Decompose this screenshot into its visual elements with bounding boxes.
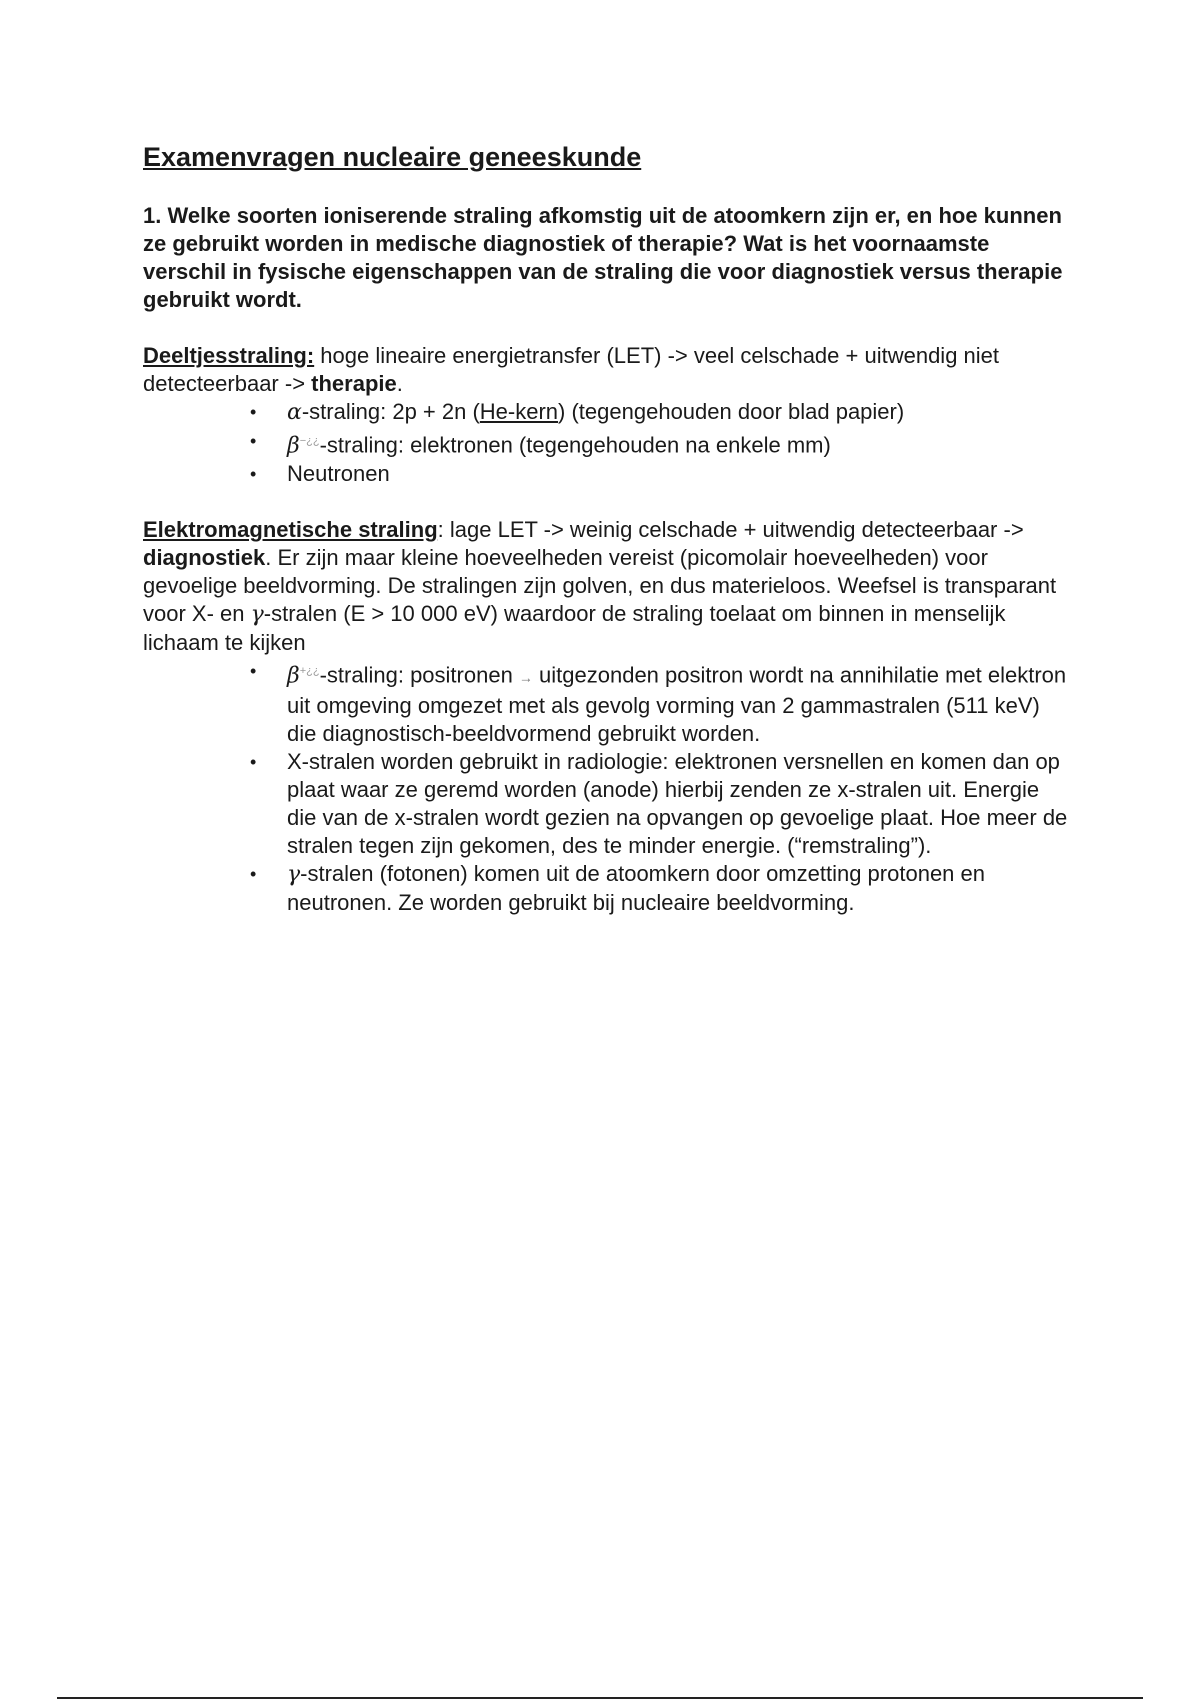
beta-symbol: β bbox=[287, 433, 300, 459]
gamma-ray-symbol: γ bbox=[287, 861, 301, 887]
particle-end: . bbox=[396, 371, 403, 396]
particle-radiation-label: Deeltjesstraling: bbox=[143, 343, 315, 368]
positron-text-pre: -straling: positronen bbox=[319, 662, 519, 688]
xray-text: X-stralen worden gebruikt in radiologie: elektronen versnellen en komen dan op plaat waar ze geremd worden (anode) hierbij zenden ze x-stralen uit. Energie die van de x-stralen wordt gezien na opvangen op gevoelige plaat. Hoe meer de stralen tegen zijn gekomen, des te minder energie. (“remstraling”). bbox=[287, 748, 1068, 858]
alpha-text-pre: -straling: 2p + 2n ( bbox=[301, 399, 480, 424]
list-item bbox=[250, 748, 1068, 860]
neutron-text: Neutronen bbox=[287, 461, 390, 487]
em-radiation-paragraph bbox=[143, 516, 1068, 657]
bullet-dot: • bbox=[250, 402, 257, 422]
bullet-dot: • bbox=[250, 464, 257, 485]
page-bottom-rule bbox=[57, 1697, 1143, 1699]
beta-plus-superscript: +¿¿ bbox=[299, 665, 320, 678]
diagnostics-word: diagnostiek bbox=[143, 545, 266, 571]
positron-text-post: uitgezonden positron wordt na annihilatie met elektron uit omgeving omgezet met als gevolg vorming van 2 gammastralen (511 keV) die diagnostisch-beeldvormend gebruikt worden. bbox=[287, 662, 1067, 746]
bullet-dot: • bbox=[250, 661, 257, 682]
alpha-text-post: ) (tegengehouden door blad papier) bbox=[558, 399, 905, 424]
document-page bbox=[143, 140, 1068, 917]
gamma-symbol: γ bbox=[250, 602, 264, 628]
bullet-dot: • bbox=[250, 431, 257, 451]
particle-radiation-text: hoge lineaire energietransfer (LET) -> veel celschade + uitwendig niet detecteerbaar -> bbox=[143, 343, 1000, 396]
document-title: Examenvragen nucleaire geneeskunde bbox=[143, 142, 642, 172]
bullet-dot: • bbox=[250, 863, 257, 884]
he-kern-link: He-kern bbox=[479, 399, 559, 424]
exam-question: 1. Welke soorten ioniserende straling afkomstig uit de atoomkern zijn er, en hoe kunnen ze gebruikt worden in medische diagnostiek of therapie? Wat is het voornaamste verschil in fysische eigenschappen van de straling die voor diagnostiek versus therapie gebruikt wordt. bbox=[143, 203, 1063, 312]
em-radiation-label: Elektromagnetische straling bbox=[143, 517, 438, 543]
em-text-2-pre: . Er zijn maar kleine hoeveelheden vereist (picomolair hoeveelheden) voor gevoelige beeldvorming. De stralingen zijn golven, en dus materieloos. Weefsel is transparant voor X- en bbox=[143, 545, 1057, 627]
beta-minus-superscript: −¿¿ bbox=[299, 435, 320, 447]
list-item bbox=[250, 398, 1068, 427]
list-item bbox=[250, 427, 1068, 460]
em-text-2-post: -stralen (E > 10 000 eV) waardoor de straling toelaat om binnen in menselijk lichaam te kijken bbox=[143, 601, 1006, 656]
arrow-right-icon: → bbox=[518, 669, 533, 686]
therapy-word: therapie bbox=[311, 371, 397, 396]
alpha-symbol: α bbox=[287, 400, 302, 425]
beta-plus-symbol: β bbox=[287, 663, 300, 689]
em-radiation-list bbox=[143, 657, 1068, 916]
list-item bbox=[250, 657, 1068, 747]
particle-radiation-list bbox=[143, 398, 1068, 488]
bullet-dot: • bbox=[250, 751, 257, 772]
beta-text: -straling: elektronen (tegengehouden na enkele mm) bbox=[319, 432, 831, 458]
gamma-ray-text: -stralen (fotonen) komen uit de atoomkern door omzetting protonen en neutronen. Ze worden gebruikt bij nucleaire beeldvorming. bbox=[287, 860, 985, 915]
list-item bbox=[250, 860, 1068, 917]
em-text-1: : lage LET -> weinig celschade + uitwendig detecteerbaar -> bbox=[437, 517, 1024, 543]
list-item bbox=[250, 460, 1068, 488]
particle-radiation-paragraph bbox=[143, 342, 1068, 398]
